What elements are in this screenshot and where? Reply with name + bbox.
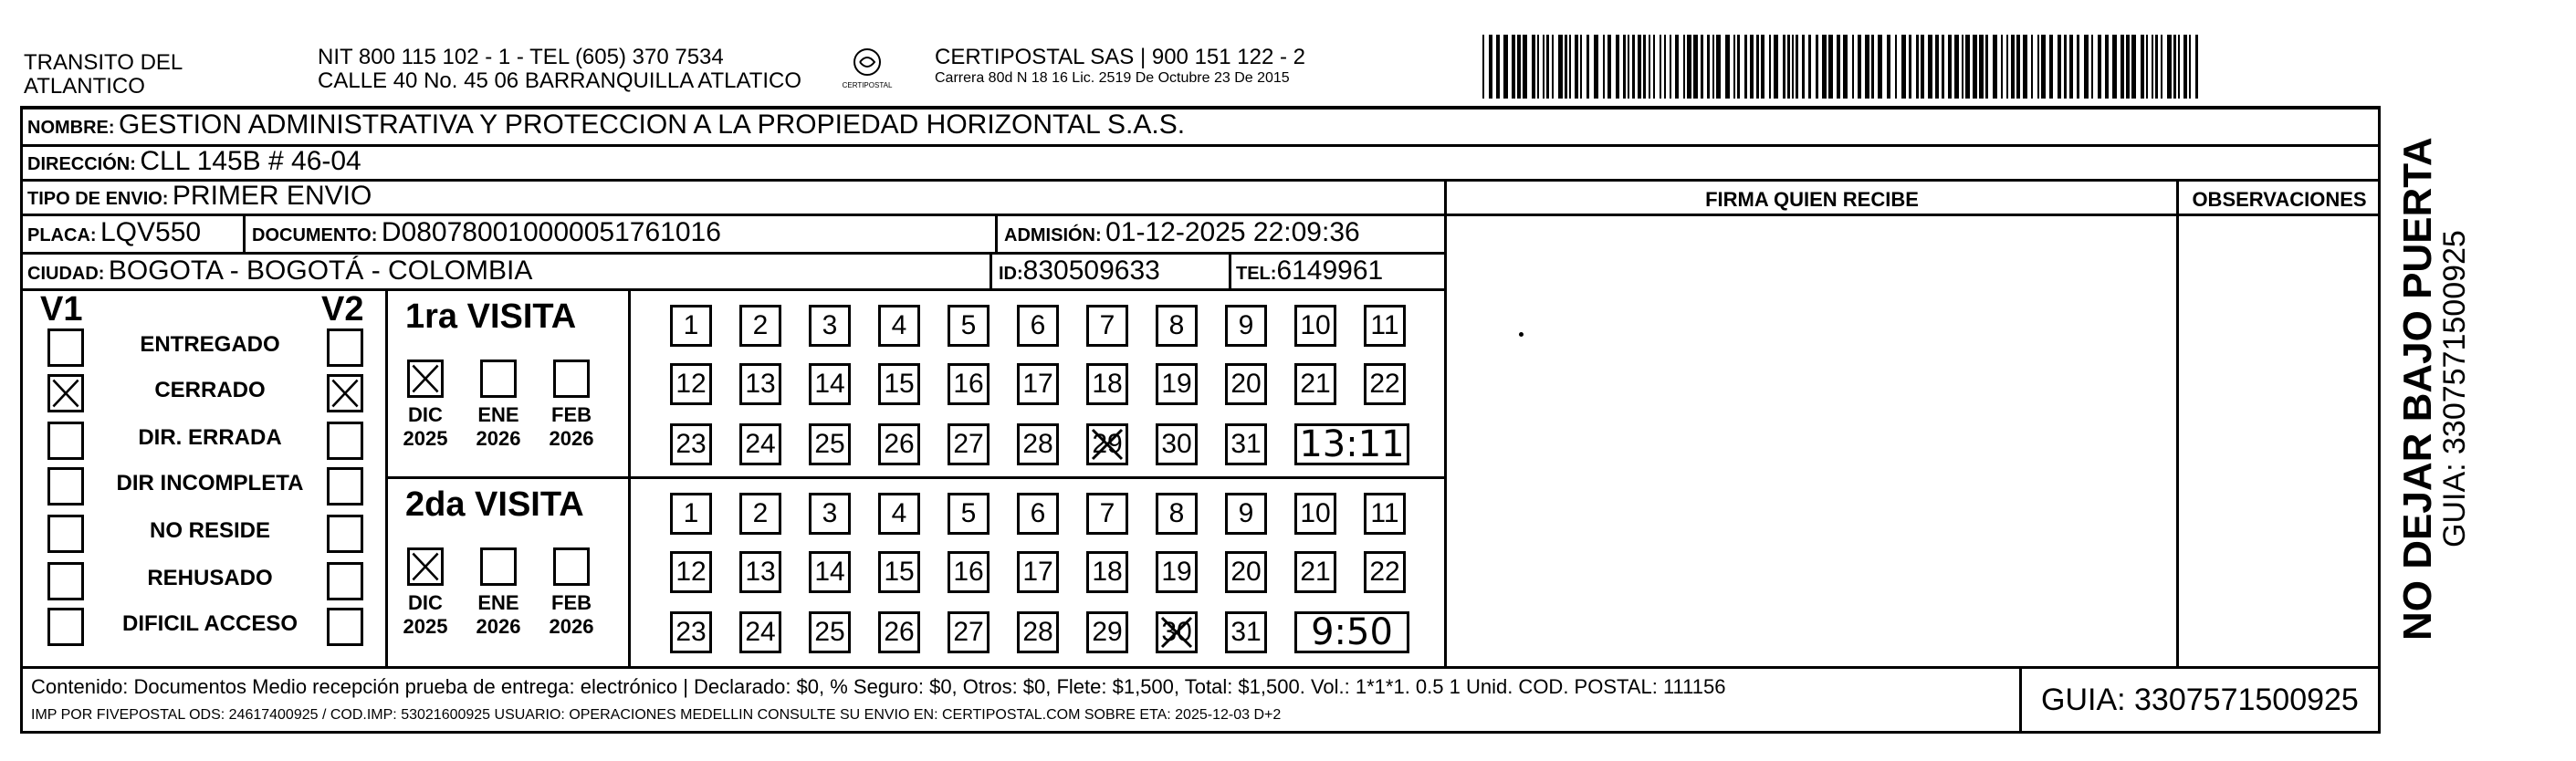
tipo-envio-row: TIPO DE ENVIO: PRIMER ENVIO: [27, 181, 372, 211]
day-box[interactable]: 7: [1086, 305, 1128, 347]
v1-checkbox[interactable]: [47, 515, 84, 553]
tel-value: 6149961: [1276, 255, 1384, 286]
contenido-text: Contenido: Documentos Medio recepción prueba de entrega: electrónico | Declarado: $0, % Seguro: $0, Otros: $0, Flete: $1,500, Total: $1,500. Vol.: 1*1*1. 0.5 1 Unid. COD. POSTAL: 111156: [31, 675, 1726, 698]
status-option-label: DIR INCOMPLETA: [116, 471, 304, 495]
status-option-label: ENTREGADO: [140, 332, 280, 357]
status-option-label: CERRADO: [154, 378, 266, 402]
day-box[interactable]: 26: [878, 611, 920, 653]
month-label: ENE 2026: [476, 591, 521, 638]
month-checkbox[interactable]: [553, 547, 590, 586]
day-box[interactable]: 9: [1225, 493, 1267, 535]
day-x-mark: [1089, 426, 1126, 463]
placa-row: PLACA: LQV550: [27, 217, 202, 247]
documento-value: D080780010000051761016: [381, 217, 721, 247]
firma-header: FIRMA QUIEN RECIBE: [1705, 188, 1919, 211]
barcode: [1482, 35, 2204, 99]
status-option-label: NO RESIDE: [149, 518, 271, 543]
month-x-mark: [410, 362, 441, 395]
day-box[interactable]: 19: [1156, 363, 1198, 405]
day-box[interactable]: 14: [809, 363, 851, 405]
rule: [628, 290, 631, 666]
day-box[interactable]: 28: [1017, 423, 1059, 465]
day-box[interactable]: 16: [948, 363, 990, 405]
day-box[interactable]: 18: [1086, 551, 1128, 593]
status-option-label: DIFICIL ACCESO: [121, 611, 298, 636]
rule: [243, 215, 246, 252]
month-x-mark: [410, 550, 441, 583]
day-box[interactable]: 29: [1086, 611, 1128, 653]
day-box[interactable]: 25: [809, 611, 851, 653]
day-box[interactable]: 2: [739, 305, 781, 347]
rule: [22, 179, 2381, 182]
day-box[interactable]: 4: [878, 305, 920, 347]
observaciones-header: OBSERVACIONES: [2192, 188, 2367, 211]
side-notice: NO DEJAR BAJO PUERTA: [2395, 137, 2440, 641]
day-box[interactable]: 10: [1294, 493, 1336, 535]
rule: [1446, 214, 2381, 216]
tipo-envio-value: PRIMER ENVIO: [172, 181, 372, 211]
month-label: FEB 2026: [549, 591, 594, 638]
tel-row: TEL:6149961: [1236, 255, 1384, 286]
placa-value: LQV550: [100, 217, 202, 247]
v2-checkbox[interactable]: [327, 374, 363, 412]
day-box[interactable]: 12: [670, 363, 712, 405]
admision-value: 01-12-2025 22:09:36: [1105, 217, 1360, 247]
day-box[interactable]: 25: [809, 423, 851, 465]
day-box[interactable]: 23: [670, 611, 712, 653]
ciudad-value: BOGOTA - BOGOTÁ - COLOMBIA: [108, 255, 533, 286]
side-guia: GUIA: 3307571500925: [2437, 230, 2472, 547]
check-x-mark: [50, 377, 81, 410]
imp-text: IMP POR FIVEPOSTAL ODS: 24617400925 / COD.IMP: 53021600925 USUARIO: OPERACIONES MEDELLIN CONSULTE SU ENVIO EN: CERTIPOSTAL.COM SOBRE ETA: 2025-12-03 D+2: [31, 707, 1282, 723]
company-contact: NIT 800 115 102 - 1 - TEL (605) 370 7534 CALLE 40 No. 45 06 BARRANQUILLA ATLATICO: [318, 45, 802, 93]
day-box[interactable]: 24: [739, 423, 781, 465]
day-box[interactable]: 6: [1017, 493, 1059, 535]
rule: [387, 476, 1446, 479]
month-checkbox[interactable]: [407, 360, 444, 398]
day-box[interactable]: 17: [1017, 551, 1059, 593]
day-box[interactable]: 26: [878, 423, 920, 465]
rule: [1444, 179, 1447, 666]
signature-dot: [1519, 332, 1524, 337]
day-box[interactable]: 31: [1225, 611, 1267, 653]
day-box[interactable]: 20: [1225, 363, 1267, 405]
v2-checkbox[interactable]: [327, 422, 363, 460]
id-row: ID:830509633: [999, 255, 1160, 286]
v2-checkbox[interactable]: [327, 608, 363, 646]
month-label: DIC 2025: [403, 591, 448, 638]
day-box[interactable]: 7: [1086, 493, 1128, 535]
day-box[interactable]: 4: [878, 493, 920, 535]
visit-time[interactable]: 13:11: [1294, 423, 1409, 465]
v1-checkbox[interactable]: [47, 467, 84, 506]
v2-checkbox[interactable]: [327, 328, 363, 367]
day-box[interactable]: 13: [739, 363, 781, 405]
visit-title: 2da VISITA: [405, 485, 584, 524]
day-box[interactable]: 5: [948, 493, 990, 535]
day-box[interactable]: 20: [1225, 551, 1267, 593]
rule: [22, 214, 1446, 216]
rule: [22, 666, 2381, 669]
day-box[interactable]: 21: [1294, 363, 1336, 405]
day-box[interactable]: 11: [1364, 305, 1406, 347]
v1-checkbox[interactable]: [47, 562, 84, 600]
v2-checkbox[interactable]: [327, 467, 363, 506]
footer-guia: GUIA: 3307571500925: [2041, 683, 2359, 717]
day-box[interactable]: 17: [1017, 363, 1059, 405]
month-checkbox[interactable]: [553, 360, 590, 398]
day-box[interactable]: 5: [948, 305, 990, 347]
day-box[interactable]: 27: [948, 423, 990, 465]
day-box[interactable]: 11: [1364, 493, 1406, 535]
nombre-row: NOMBRE: GESTION ADMINISTRATIVA Y PROTECCION A LA PROPIEDAD HORIZONTAL S.A.S.: [27, 109, 1186, 140]
admision-row: ADMISIÓN: 01-12-2025 22:09:36: [1004, 217, 1360, 247]
day-box[interactable]: 3: [809, 493, 851, 535]
day-box[interactable]: 9: [1225, 305, 1267, 347]
visit-title: 1ra VISITA: [405, 297, 577, 336]
day-box[interactable]: 22: [1364, 551, 1406, 593]
rule: [1229, 254, 1231, 288]
day-box[interactable]: 13: [739, 551, 781, 593]
rule: [22, 252, 1446, 255]
day-box[interactable]: 12: [670, 551, 712, 593]
day-box[interactable]: 15: [878, 363, 920, 405]
rule: [22, 144, 2381, 147]
v2-header: V2: [321, 290, 364, 328]
v1-header: V1: [40, 290, 83, 328]
status-option-label: DIR. ERRADA: [138, 425, 282, 450]
v1-checkbox[interactable]: [47, 608, 84, 646]
day-box[interactable]: 8: [1156, 305, 1198, 347]
day-box[interactable]: 28: [1017, 611, 1059, 653]
direccion-value: CLL 145B # 46-04: [140, 146, 361, 176]
day-box[interactable]: 14: [809, 551, 851, 593]
month-label: ENE 2026: [476, 403, 521, 450]
svg-text:CERTIPOSTAL: CERTIPOSTAL: [842, 81, 893, 89]
nombre-value: GESTION ADMINISTRATIVA Y PROTECCION A LA PROPIEDAD HORIZONTAL S.A.S.: [119, 109, 1186, 140]
direccion-row: DIRECCIÓN: CLL 145B # 46-04: [27, 146, 361, 176]
day-box[interactable]: 19: [1156, 551, 1198, 593]
day-box[interactable]: 29: [1086, 423, 1128, 465]
day-box[interactable]: 8: [1156, 493, 1198, 535]
rule: [385, 290, 388, 666]
day-box[interactable]: 2: [739, 493, 781, 535]
day-box[interactable]: 1: [670, 493, 712, 535]
day-box[interactable]: 23: [670, 423, 712, 465]
day-box[interactable]: 10: [1294, 305, 1336, 347]
check-x-mark: [330, 377, 361, 410]
v2-checkbox[interactable]: [327, 562, 363, 600]
day-box[interactable]: 27: [948, 611, 990, 653]
month-checkbox[interactable]: [480, 547, 517, 586]
day-box[interactable]: 21: [1294, 551, 1336, 593]
day-box[interactable]: 3: [809, 305, 851, 347]
day-box[interactable]: 24: [739, 611, 781, 653]
day-box[interactable]: 30: [1156, 611, 1198, 653]
day-box[interactable]: 16: [948, 551, 990, 593]
day-box[interactable]: 31: [1225, 423, 1267, 465]
month-checkbox[interactable]: [480, 360, 517, 398]
certipostal-logo: [840, 44, 895, 99]
visit-time[interactable]: 9:50: [1294, 611, 1409, 653]
v1-checkbox[interactable]: [47, 374, 84, 412]
rule: [995, 215, 998, 252]
company-name: TRANSITO DEL ATLANTICO: [24, 50, 183, 99]
day-x-mark: [1158, 614, 1195, 651]
month-checkbox[interactable]: [407, 547, 444, 586]
day-box[interactable]: 18: [1086, 363, 1128, 405]
day-box[interactable]: 22: [1364, 363, 1406, 405]
month-label: FEB 2026: [549, 403, 594, 450]
rule: [22, 288, 1446, 291]
day-box[interactable]: 15: [878, 551, 920, 593]
documento-row: DOCUMENTO: D080780010000051761016: [252, 217, 721, 247]
ciudad-row: CIUDAD: BOGOTA - BOGOTÁ - COLOMBIA: [27, 255, 533, 286]
rule: [2019, 668, 2022, 734]
day-box[interactable]: 6: [1017, 305, 1059, 347]
rule: [2176, 179, 2179, 666]
rule: [990, 254, 992, 288]
month-label: DIC 2025: [403, 403, 448, 450]
day-box[interactable]: 1: [670, 305, 712, 347]
day-box[interactable]: 30: [1156, 423, 1198, 465]
v2-checkbox[interactable]: [327, 515, 363, 553]
v1-checkbox[interactable]: [47, 328, 84, 367]
courier-info: CERTIPOSTAL SAS | 900 151 122 - 2 Carrera 80d N 18 16 Lic. 2519 De Octubre 23 De 2015: [935, 45, 1305, 86]
id-value: 830509633: [1022, 255, 1160, 286]
status-option-label: REHUSADO: [147, 566, 273, 590]
v1-checkbox[interactable]: [47, 422, 84, 460]
